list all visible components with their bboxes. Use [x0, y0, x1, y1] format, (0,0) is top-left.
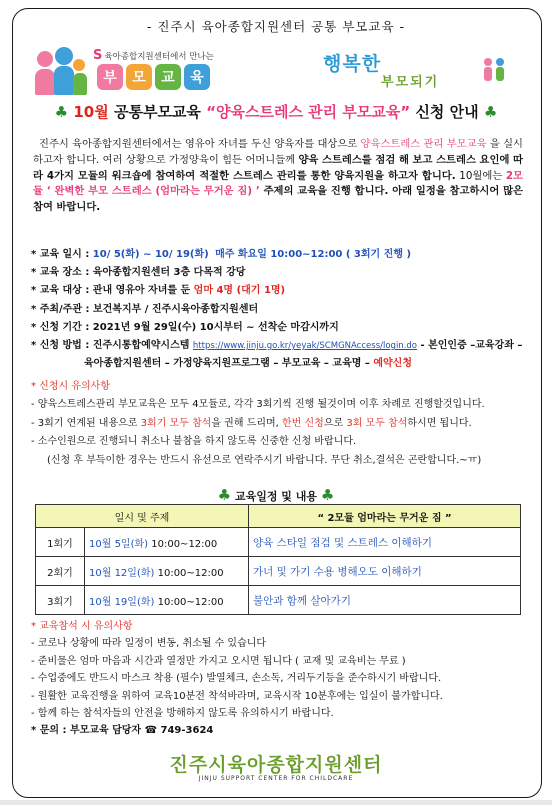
note-item: - 원활한 교육진행을 위하여 교육10분전 착석바라며, 교육시작 10분후에는 입실이 불가합니다.	[31, 690, 443, 702]
date-text: 10월 12일(화)	[89, 567, 155, 579]
table-header-cell: “ 2모듈 엄마라는 무거운 짐 ”	[249, 505, 521, 528]
target-highlight: 엄마 4명 (대기 1명)	[193, 285, 286, 297]
date-text: 10월 5일(화)	[89, 538, 149, 550]
session-cell: 2회기	[36, 557, 85, 586]
schedule-table	[35, 504, 521, 615]
info-label: * 교육 일시 :	[31, 249, 93, 260]
note-item: - 수업중에도 반드시 마스크 착용 (필수) 발열체크, 손소독, 거리두기등을 준수하시기 바랍니다.	[31, 673, 442, 685]
brand-logo-left	[33, 45, 223, 97]
topic-cell: 가너 및 가기 수용 병해오도 이해하기	[249, 557, 521, 586]
title-suffix: 신청 안내	[415, 103, 479, 121]
clover-icon: ♣	[217, 486, 232, 504]
intro-bold: 양육 스트레스를 점검 해 보고 스트레스 요인에 따라 4가지 모듈의 워크숍에 참여하여 적절한 스트레스 관리를 통한 양육지원을 하고자 합니다.	[33, 153, 523, 182]
caution-item: - 양육스트레스관리 부모교육은 모두 4모듈로, 각각 3회기씩 진행 될것이며 이후 차례로 진행할것입니다.	[31, 399, 485, 411]
info-label: * 신청 방법 : 진주시통합예약시스템	[31, 340, 193, 352]
table-header-cell: 일시 및 주제	[36, 505, 249, 528]
caution-red: 한번 신청	[282, 417, 324, 429]
application-cautions	[31, 378, 531, 470]
info-label: * 교육 대상 : 관내 영유아 자녀를 둔	[31, 285, 194, 297]
brand-happy-text: 행복한	[323, 53, 382, 75]
info-method-line2	[31, 355, 531, 373]
caution-text: 을 권해 드리며,	[211, 417, 283, 429]
contact-info: * 문의 : 부모교육 담당자 ☎ 749-3624	[31, 725, 214, 737]
brand-chip: 모	[126, 64, 152, 90]
brand-chip: 부	[97, 64, 123, 90]
footer-english: JINJU SUPPORT CENTER FOR CHILDCARE	[198, 775, 354, 782]
note-item: - 코로나 상황에 따라 일정이 변동, 취소될 수 있습니다	[31, 638, 267, 650]
brand-chips	[97, 64, 210, 90]
brand-parent-text: 부모되기	[381, 75, 440, 90]
intro-highlight: 양육스트레스 관리 부모교육	[360, 138, 487, 150]
topic-cell: 양육 스타일 점검 및 스트레스 이해하기	[249, 528, 521, 557]
caution-red: 3회 모두 참석	[346, 417, 408, 429]
clover-icon: ♣	[320, 486, 335, 504]
title-prefix: 공통부모교육	[113, 103, 201, 121]
caution-text: 하시면 됩니다.	[407, 417, 472, 429]
method-red: 예약신청	[373, 358, 412, 370]
time-text: 10:00~12:00	[154, 567, 224, 579]
caution-red: 3회기 모두 참석	[140, 417, 212, 429]
intro-bold: 주제의 교육을 진행 합니다. 아래 일정을 참고하시어 많은 참여 바랍니다.	[33, 185, 523, 214]
clover-icon: ♣	[54, 103, 69, 121]
info-method	[31, 337, 531, 355]
date-text: 10월 19일(화)	[89, 596, 155, 608]
caution-item	[31, 415, 531, 433]
info-apply-period: * 신청 기간 : 2021년 9월 29일(수) 10시부터 ~ 선착순 마감시까지	[31, 321, 339, 333]
family-illustration-icon	[33, 45, 91, 97]
caution-text: - 3회기 연계된 내용으로	[31, 417, 141, 429]
method-rest: - 본인인증 –교육강좌 –	[417, 340, 523, 352]
session-cell: 1회기	[36, 528, 85, 557]
note-item: - 함께 하는 참석자들의 안전을 방해하지 않도록 유의하시기 바랍니다.	[31, 708, 334, 720]
session-cell: 3회기	[36, 586, 85, 615]
title-quote: “양육스트레스 관리 부모교육”	[206, 103, 411, 121]
info-target	[31, 282, 531, 300]
intro-module: 2모듈 ‘ 완벽한 부모 스트레스 (엄마라는 무거운 짐) ’	[33, 169, 523, 198]
period-value: 10/ 5(화) ~ 10/ 19(화)	[92, 249, 209, 260]
info-host: * 주최/주관 : 보건복지부 / 진주시육아종합지원센터	[31, 303, 259, 315]
time-text: 10:00~12:00	[148, 538, 218, 550]
clover-icon: ♣	[483, 103, 498, 121]
intro-text: 10월에는	[455, 169, 506, 182]
date-cell	[85, 528, 249, 557]
intro-text: 을 실시하고자 합니다. 여러 상황으로 가정양육이 힘든 어머니들께	[33, 138, 523, 166]
schedule-title-text: 교육일정 및 내용	[234, 490, 318, 503]
brand-tagline: S육아종합지원센터에서 만나는	[93, 48, 214, 63]
brand-chip: 육	[184, 64, 210, 90]
schedule-title	[0, 486, 552, 504]
date-cell	[85, 557, 249, 586]
title-month: 10월	[73, 103, 109, 121]
table-row	[36, 528, 521, 557]
method-line2: 육아종합지원센터 – 가정양육지원프로그램 – 부모교육 – 교육명 –	[84, 358, 374, 370]
table-header-row	[36, 505, 521, 528]
period-extra: 매주 화요일 10:00~12:00 ( 3회기 진행 )	[215, 249, 412, 260]
table-row	[36, 557, 521, 586]
caution-item: - 소수인원으로 진행되니 취소나 불참을 하지 않도록 신중한 신청 바랍니다.	[31, 436, 357, 448]
intro-text: 진주시 육아종합지원센터에서는 영유아 자녀를 두신 양육자를 대상으로	[39, 138, 361, 150]
footer-logo	[0, 750, 552, 782]
footer-name: 진주시육아종합지원센터	[169, 754, 383, 776]
caution-title: * 신청시 유의사항	[31, 381, 110, 392]
notes-title: * 교육참석 시 유의사항	[31, 621, 133, 632]
brand-chip: 교	[155, 64, 181, 90]
intro-paragraph	[33, 137, 523, 216]
note-item: - 준비물은 엄마 마음과 시간과 열정만 가지고 오시면 됩니다 ( 교재 및 교육비는 무료 )	[31, 655, 406, 667]
caution-item: (신청 후 부득이한 경우는 반드시 유선으로 연락주시기 바랍니다. 무단 취소,결석은 곤란합니다.~ㅠ)	[47, 454, 482, 466]
attendance-notes	[31, 618, 531, 740]
family-figure-icon	[479, 55, 509, 85]
caution-text: 으로	[323, 417, 347, 429]
table-row	[36, 586, 521, 615]
date-cell	[85, 586, 249, 615]
info-list	[31, 246, 531, 373]
bottom-scroll-strip	[0, 800, 552, 805]
brand-logo-right	[323, 49, 513, 89]
topic-cell: 불안과 함께 살아가기	[249, 586, 521, 615]
time-text: 10:00~12:00	[154, 596, 224, 608]
page-title	[0, 101, 552, 122]
reservation-link[interactable]: https://www.jinju.go.kr/yeyak/SCMGNAccess/login.do	[192, 341, 417, 352]
info-place: * 교육 장소 : 육아종합지원센터 3층 다목적 강당	[31, 267, 246, 279]
info-period	[31, 246, 531, 264]
header-text: - 진주시 육아종합지원센터 공통 부모교육 -	[146, 19, 406, 34]
